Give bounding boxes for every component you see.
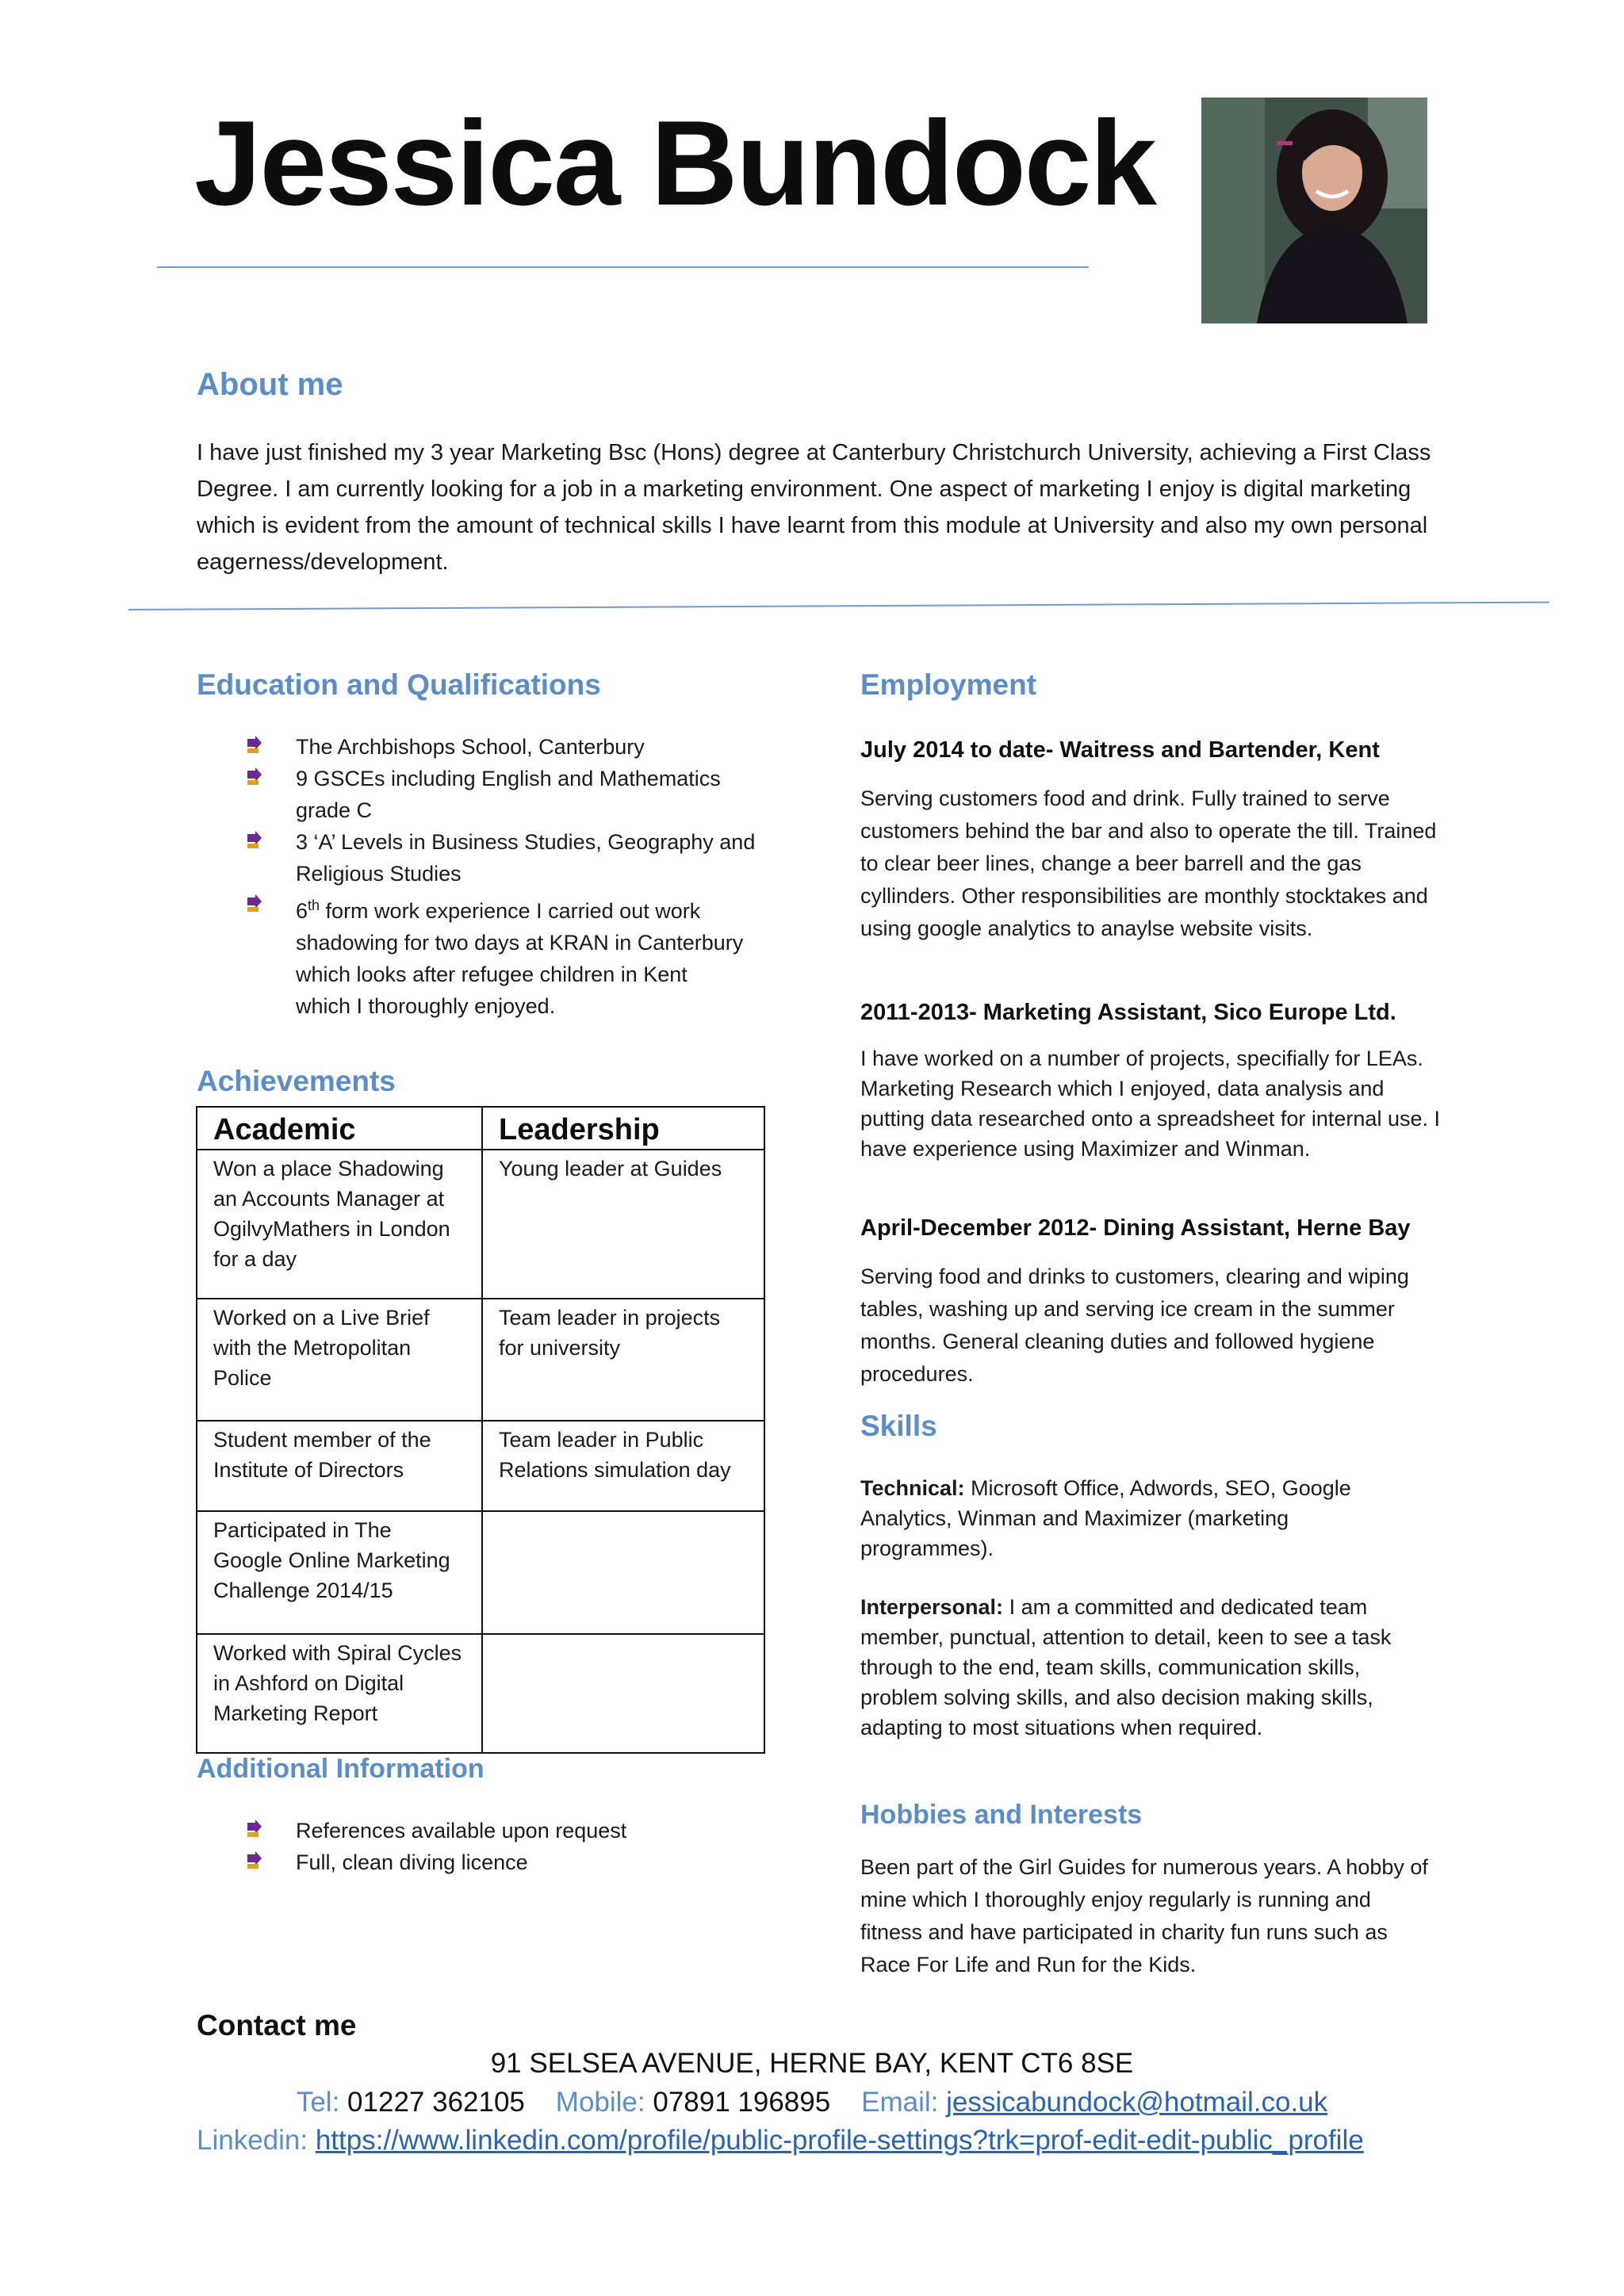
job-description: Serving food and drinks to customers, clearing and wiping tables, washing up and serving ice cream in the summer months. General cleaning duties and followed hygiene procedures.	[860, 1265, 1409, 1386]
education-heading: Education and Qualifications	[197, 668, 601, 701]
leadership-cell: Young leader at Guides	[482, 1150, 764, 1299]
job-title: July 2014 to date- Waitress and Bartender, Kent	[860, 737, 1380, 763]
tel-label: Tel:	[296, 2087, 340, 2118]
leadership-cell	[482, 1634, 764, 1753]
profile-photo	[1201, 98, 1427, 323]
interpersonal-label: Interpersonal:	[860, 1595, 1004, 1619]
education-item: The Archbishops School, Canterbury	[197, 731, 894, 763]
table-header-row	[197, 1107, 764, 1150]
additional-item: Full, clean diving licence	[197, 1846, 894, 1878]
interpersonal-skills	[860, 1592, 1408, 1743]
academic-cell: Won a place Shadowing an Accounts Manager at OgilvyMathers in London for a day	[197, 1150, 482, 1299]
technical-skills	[860, 1473, 1400, 1563]
candidate-name: Jessica Bundock	[194, 96, 1155, 231]
table-row	[197, 1421, 764, 1511]
tel-number[interactable]: 01227 362105	[347, 2087, 525, 2118]
contact-heading: Contact me	[197, 2009, 357, 2042]
linkedin-label: Linkedin:	[197, 2125, 308, 2156]
job-title: 2011-2013- Marketing Assistant, Sico Europe Ltd.	[860, 1000, 1396, 1025]
additional-heading: Additional Information	[197, 1754, 485, 1784]
table-row	[197, 1299, 764, 1421]
additional-item: References available upon request	[197, 1815, 894, 1846]
education-list	[197, 731, 894, 1022]
employment-heading: Employment	[860, 668, 1037, 701]
skills-heading: Skills	[860, 1410, 937, 1442]
email-label: Email:	[861, 2087, 939, 2118]
hobbies-heading: Hobbies and Interests	[860, 1800, 1143, 1830]
job-title: April-December 2012- Dining Assistant, Herne Bay	[860, 1215, 1411, 1241]
column-header-leadership: Leadership	[482, 1107, 764, 1150]
about-heading: About me	[197, 367, 343, 402]
linkedin-link[interactable]: https://www.linkedin.com/profile/public-profile-settings?trk=prof-edit-edit-public_profile	[315, 2125, 1364, 2156]
contact-address: 91 SELSEA AVENUE, HERNE BAY, KENT CT6 8SE	[490, 2048, 1134, 2079]
table-row	[197, 1634, 764, 1753]
education-item: 6th form work experience I carried out work shadowing for two days at KRAN in Canterbury which looks after refugee children in Kent which I thoroughly enjoyed.	[197, 890, 894, 1022]
leadership-cell	[482, 1511, 764, 1634]
academic-cell: Student member of the Institute of Directors	[197, 1421, 482, 1511]
education-item: 3 ‘A’ Levels in Business Studies, Geography and Religious Studies	[197, 826, 894, 890]
arrow-bullet-icon	[246, 1820, 262, 1840]
achievements-table	[196, 1106, 765, 1754]
arrow-bullet-icon	[246, 894, 262, 915]
header-divider	[157, 266, 1089, 268]
arrow-bullet-icon	[246, 767, 262, 788]
email-link[interactable]: jessicabundock@hotmail.co.uk	[946, 2087, 1328, 2118]
table-row	[197, 1150, 764, 1299]
education-item: 9 GSCEs including English and Mathematics grade C	[197, 763, 894, 826]
job-description: I have worked on a number of projects, specifially for LEAs. Marketing Research which I enjoyed, data analysis and putting data researched onto a spreadsheet for internal use. I have experience using Maximizer and Winman.	[860, 1047, 1440, 1161]
academic-cell: Participated in The Google Online Marketing Challenge 2014/15	[197, 1511, 482, 1634]
additional-list	[197, 1815, 894, 1878]
arrow-bullet-icon	[246, 831, 262, 851]
about-text: I have just finished my 3 year Marketing Bsc (Hons) degree at Canterbury Christchurch University, achieving a First Class Degree. I am currently looking for a job in a marketing environment. One aspect of marketing I enjoy is digital marketing which is evident from the amount of technical skills I have learnt from this module at University and also my own personal eagerness/development.	[197, 440, 1431, 575]
academic-cell: Worked with Spiral Cycles in Ashford on Digital Marketing Report	[197, 1634, 482, 1753]
achievements-heading: Achievements	[197, 1065, 396, 1097]
contact-phone-email-row	[0, 2087, 1624, 2118]
contact-linkedin-row	[197, 2125, 1608, 2156]
arrow-bullet-icon	[246, 736, 262, 756]
technical-text: Microsoft Office, Adwords, SEO, Google Analytics, Winman and Maximizer (marketing programmes).	[860, 1476, 1351, 1560]
column-header-academic: Academic	[197, 1107, 482, 1150]
interpersonal-text: I am a committed and dedicated team member, punctual, attention to detail, keen to see a task through to the end, team skills, communication skills, problem solving skills, and also decision making skills, adapting to most situations when required.	[860, 1595, 1392, 1739]
mobile-number[interactable]: 07891 196895	[653, 2087, 831, 2118]
hobbies-text: Been part of the Girl Guides for numerous years. A hobby of mine which I thoroughly enjoy regularly is running and fitness and have participated in charity fun runs such as Race For Life and Run for the Kids.	[860, 1855, 1428, 1976]
arrow-bullet-icon	[246, 1851, 262, 1872]
leadership-cell: Team leader in Public Relations simulation day	[482, 1421, 764, 1511]
academic-cell: Worked on a Live Brief with the Metropolitan Police	[197, 1299, 482, 1421]
leadership-cell: Team leader in projects for university	[482, 1299, 764, 1421]
table-row	[197, 1511, 764, 1634]
job-description: Serving customers food and drink. Fully trained to serve customers behind the bar and also to operate the till. Trained to clear beer lines, change a beer barrell and the gas cyllinders. Other responsibilities are monthly stocktakes and using google analytics to anaylse website visits.	[860, 786, 1437, 940]
about-divider	[128, 602, 1549, 610]
mobile-label: Mobile:	[555, 2087, 645, 2118]
technical-label: Technical:	[860, 1476, 965, 1500]
profile-photo-illustration	[1201, 98, 1427, 323]
